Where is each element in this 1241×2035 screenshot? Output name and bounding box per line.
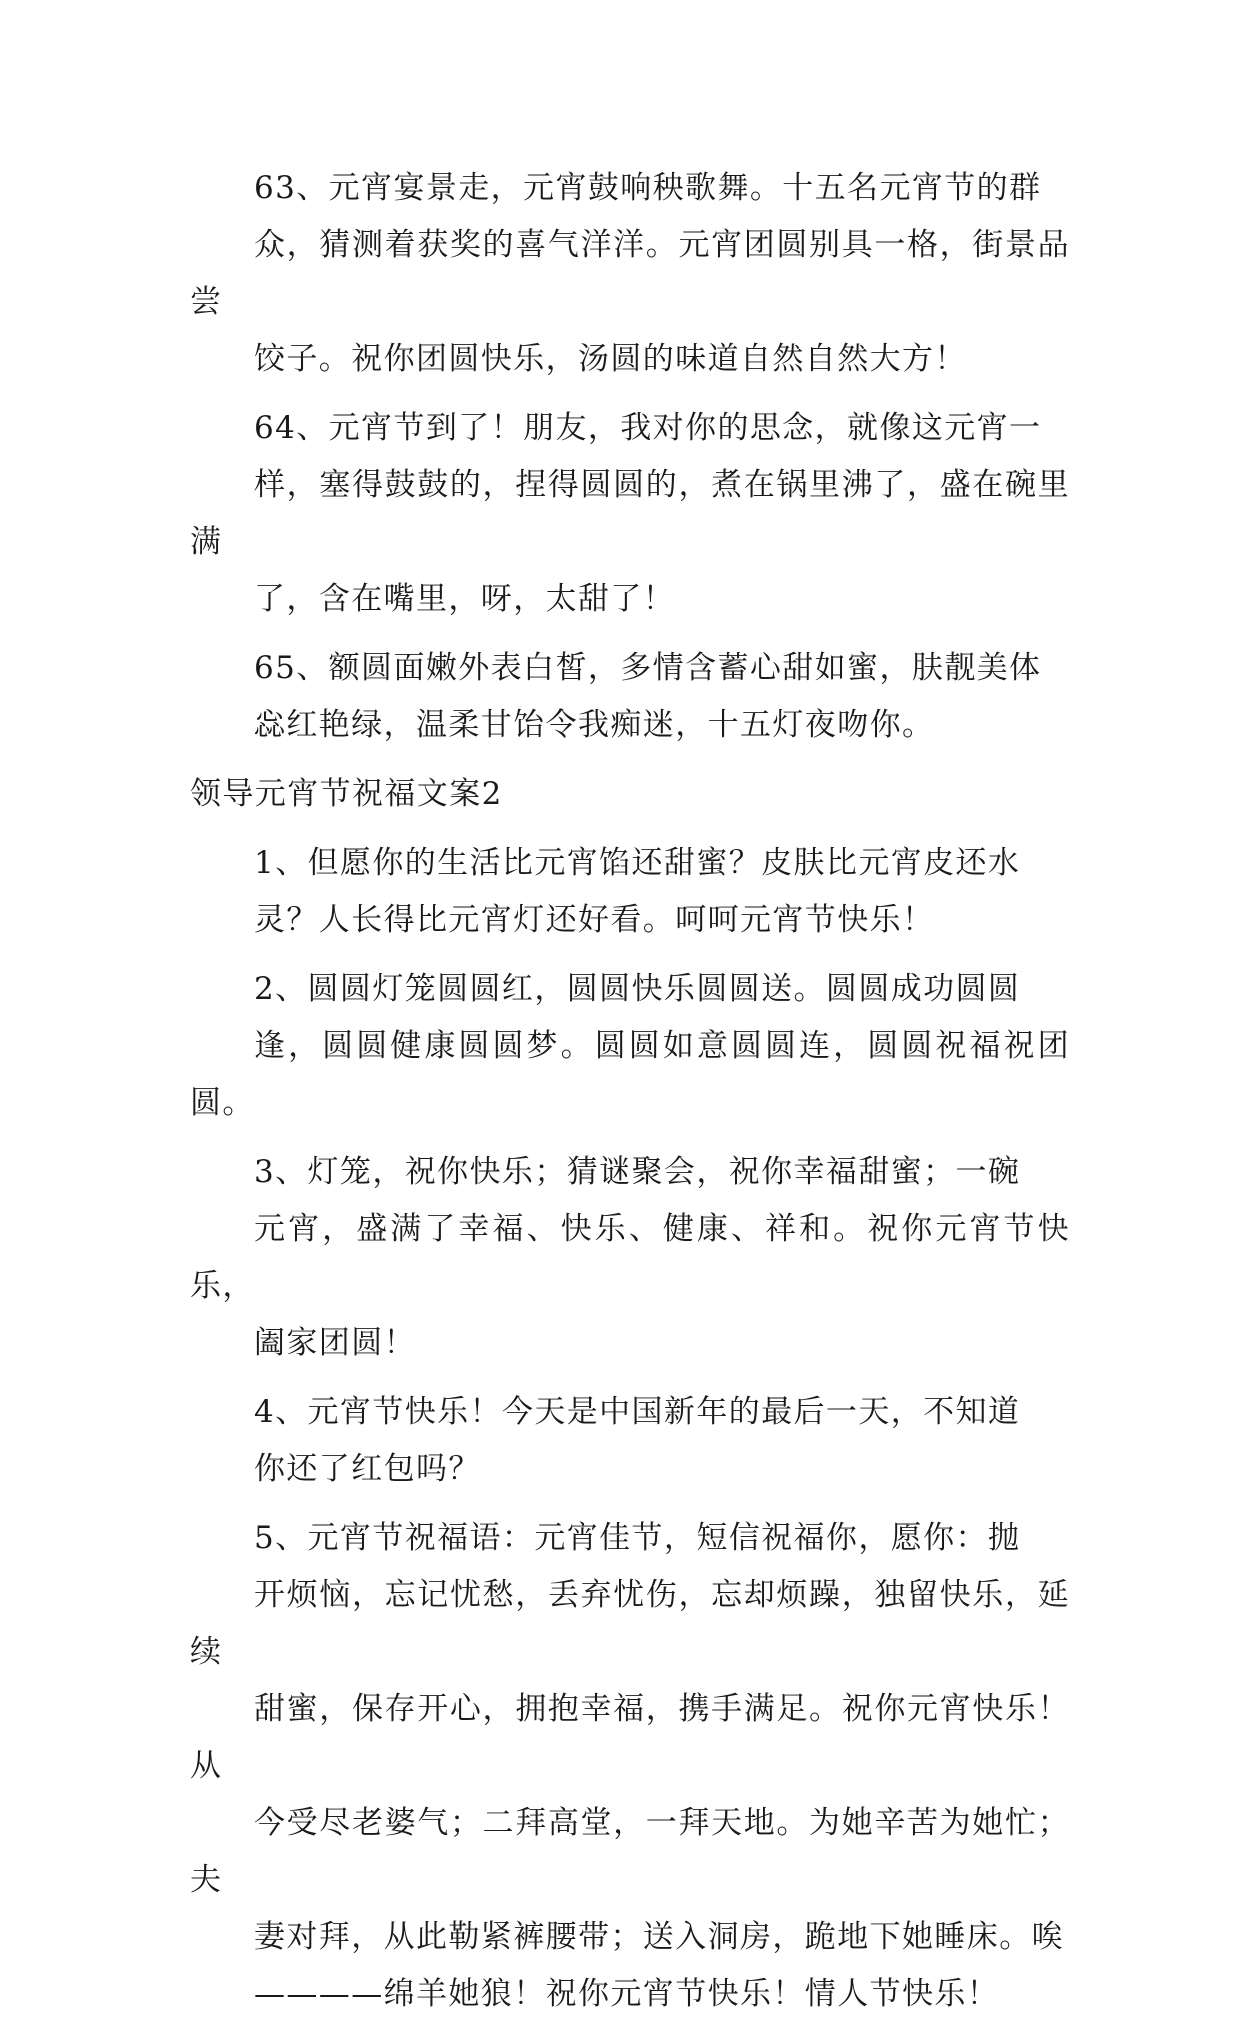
text-line: 阖家团圆！ (254, 1325, 416, 1361)
text-line: 开烦恼，忘记忧愁，丢弃忧伤，忘却烦躁，独留快乐，延续 (190, 1577, 1070, 1670)
paragraph (190, 1510, 1070, 2023)
text-line: 了，含在嘴里，呀，太甜了！ (254, 581, 676, 617)
text-line: 今受尽老婆气；二拜高堂，一拜天地。为她辛苦为她忙；夫 (190, 1805, 1070, 1898)
text-line: 你还了红包吗？ (254, 1451, 481, 1487)
text-line: ————绵羊她狼！祝你元宵节快乐！情人节快乐！ (254, 1976, 1000, 2012)
text-line: 5、元宵节祝福语：元宵佳节，短信祝福你，愿你：抛 (254, 1520, 1021, 1556)
text-line: 样，塞得鼓鼓的，捏得圆圆的，煮在锅里沸了，盛在碗里满 (190, 467, 1070, 560)
section-heading (190, 766, 1070, 823)
text-line: 灵？人长得比元宵灯还好看。呵呵元宵节快乐！ (254, 902, 935, 938)
text-line: 领导元宵节祝福文案2 (190, 776, 503, 812)
text-line: 众，猜测着获奖的喜气洋洋。元宵团圆别具一格，街景品尝 (190, 227, 1070, 320)
text-line: 惢红艳绿，温柔甘饴令我痴迷，十五灯夜吻你。 (254, 707, 935, 743)
text-line: 4、元宵节快乐！今天是中国新年的最后一天，不知道 (254, 1394, 1021, 1430)
paragraph (190, 1384, 1070, 1498)
paragraph (190, 160, 1070, 388)
text-line: 逢，圆圆健康圆圆梦。圆圆如意圆圆连，圆圆祝福祝团圆。 (190, 1028, 1070, 1121)
text-line: 63、元宵宴景走，元宵鼓响秧歌舞。十五名元宵节的群 (254, 170, 1042, 206)
text-line: 饺子。祝你团圆快乐，汤圆的味道自然自然大方！ (254, 341, 967, 377)
text-line: 65、额圆面嫩外表白皙，多情含蓄心甜如蜜，肤靓美体 (254, 650, 1042, 686)
paragraph (190, 1144, 1070, 1372)
paragraph (190, 640, 1070, 754)
text-line: 甜蜜，保存开心，拥抱幸福，携手满足。祝你元宵快乐！从 (190, 1691, 1070, 1784)
text-line: 3、灯笼，祝你快乐；猜谜聚会，祝你幸福甜蜜；一碗 (254, 1154, 1021, 1190)
paragraph (190, 961, 1070, 1132)
text-line: 2、圆圆灯笼圆圆红，圆圆快乐圆圆送。圆圆成功圆圆 (254, 971, 1021, 1007)
text-line: 妻对拜，从此勒紧裤腰带；送入洞房，跪地下她睡床。唉 (254, 1919, 1064, 1955)
paragraph (190, 400, 1070, 628)
text-line: 1、但愿你的生活比元宵馅还甜蜜？皮肤比元宵皮还水 (254, 845, 1021, 881)
paragraph (190, 835, 1070, 949)
text-line: 元宵，盛满了幸福、快乐、健康、祥和。祝你元宵节快乐， (190, 1211, 1070, 1304)
text-line: 64、元宵节到了！朋友，我对你的思念，就像这元宵一 (254, 410, 1042, 446)
